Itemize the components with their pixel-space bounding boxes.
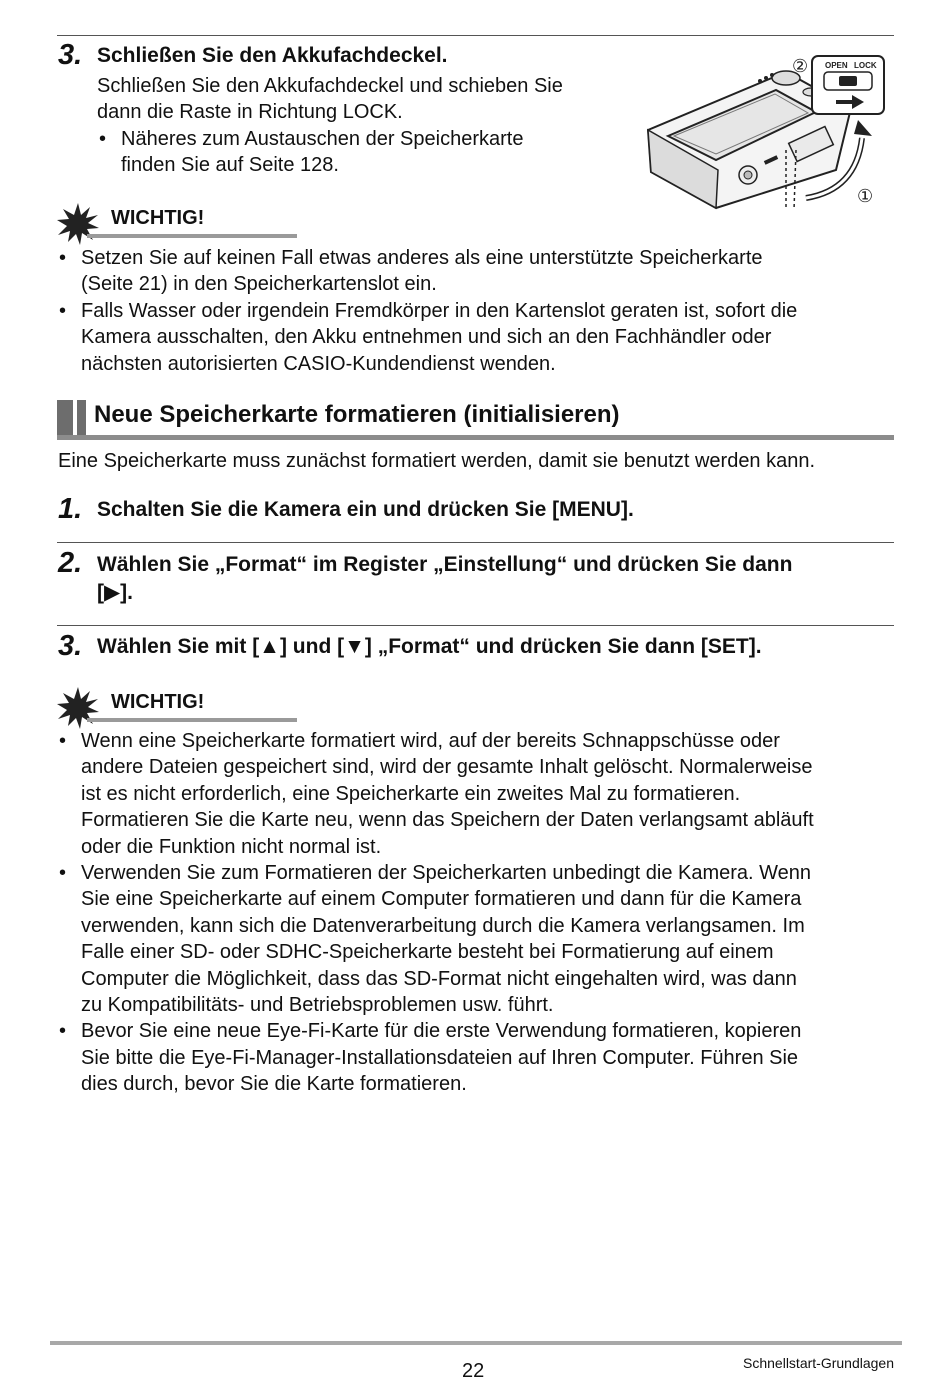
step-title [97,551,897,607]
step-title: Schließen Sie den Akkufachdeckel. [97,44,448,67]
important-notice-header [57,203,297,237]
list-item-line: finden Sie auf Seite 128. [121,154,339,177]
step-title [97,633,897,661]
callout-2: ② [792,56,809,77]
bullet-icon: • [59,862,67,885]
list-item-line: Sie eine Speicherkarte auf einem Computer formatieren und dann für die Kamera [81,888,802,911]
step-number: 2. [58,547,83,579]
step-bullet-list [99,126,619,179]
step-title [97,496,897,524]
heading-bar [77,400,86,436]
step-number: 3. [58,39,83,71]
switch-label-open: OPEN [825,61,848,70]
list-item-line: Formatieren Sie die Karte neu, wenn das Speichern der Daten verlangsamt abläuft [81,809,814,832]
list-item-line: Falle einer SD- oder SDHC-Speicherkarte besteht bei Formatierung auf einem [81,941,774,964]
list-item-line: Computer die Möglichkeit, dass das SD-Format nicht eingehalten wird, was dann [81,967,797,990]
step-title-line: Wählen Sie mit [▲] und [▼] „Format“ und drücken Sie dann [SET]. [97,635,762,658]
step-body-line: dann die Raste in Richtung LOCK. [97,101,403,124]
list-item-line: Bevor Sie eine neue Eye-Fi-Karte für die erste Verwendung formatieren, kopieren [81,1020,802,1043]
starburst-icon [57,687,99,729]
step-title-line: [▶]. [97,581,133,604]
list-item-line: ist es nicht erforderlich, eine Speicherkarte ein zweites Mal zu formatieren. [81,782,741,805]
important-list [59,245,899,377]
page-number: 22 [462,1360,485,1382]
section-title: Neue Speicherkarte formatieren (initialisieren) [94,401,620,428]
list-item [59,298,899,377]
list-item-line: Wenn eine Speicherkarte formatiert wird, auf der bereits Schnappschüsse oder [81,730,780,752]
callout-1: ① [857,186,874,207]
starburst-icon [57,203,99,245]
list-item-line: Sie bitte die Eye-Fi-Manager-Installationsdateien auf Ihren Computer. Führen Sie [81,1046,799,1069]
important-label: WICHTIG! [111,691,205,713]
step-body [97,73,627,126]
list-item-line: andere Dateien gespeichert sind, wird der gesamte Inhalt gelöscht. Normalerweise [81,756,813,779]
list-item-line: Falls Wasser oder irgendein Fremdkörper in den Kartenslot geraten ist, sofort die [81,299,798,322]
bullet-icon: • [59,730,67,752]
heading-rule [57,435,894,440]
bullet-icon: • [59,247,67,269]
list-item [59,728,909,860]
important-label: WICHTIG! [111,207,205,229]
list-item-line: zu Kompatibilitäts- und Betriebsproblemen usw. führt. [81,994,554,1017]
top-rule [57,35,894,36]
camera-battery-cover-illustration [636,50,886,215]
important-underline [87,718,297,722]
step-title-line: Schalten Sie die Kamera ein und drücken Sie [MENU]. [97,498,634,521]
step-number: 1. [58,493,83,525]
step-body-line: Schließen Sie den Akkufachdeckel und schieben Sie [97,75,563,97]
bullet-icon: • [99,128,107,150]
section-intro: Eine Speicherkarte muss zunächst formatiert werden, damit sie benutzt werden kann. [58,450,816,472]
list-item-line: nächsten autorisierten CASIO-Kundendienst wenden. [81,352,556,375]
list-item-line: Verwenden Sie zum Formatieren der Speicherkarten unbedingt die Kamera. Wenn [81,862,812,885]
important-underline [87,234,297,238]
step-title-line: Wählen Sie „Format“ im Register „Einstellung“ und drücken Sie dann [97,553,793,576]
important-list [59,728,909,1098]
list-item-line: Kamera ausschalten, den Akku entnehmen und sich an den Fachhändler oder [81,326,772,349]
step-divider [57,542,894,543]
list-item-line: dies durch, bevor Sie die Karte formatieren. [81,1073,467,1096]
list-item [59,860,909,1018]
list-item-line: Näheres zum Austauschen der Speicherkarte [121,128,524,150]
list-item-line: Setzen Sie auf keinen Fall etwas anderes als eine unterstützte Speicherkarte [81,247,763,269]
switch-label-lock: LOCK [854,61,877,70]
step-divider [57,625,894,626]
bullet-icon: • [59,299,67,322]
heading-bar [57,400,73,436]
bullet-icon: • [59,1020,67,1043]
list-item-line: (Seite 21) in den Speicherkartenslot ein. [81,273,437,296]
list-item [99,126,619,179]
list-item [59,1018,909,1097]
list-item-line: oder die Funktion nicht normal ist. [81,835,382,858]
footer-rule [50,1341,902,1345]
list-item-line: verwenden, kann sich die Datenverarbeitung durch die Kamera verlangsamen. Im [81,914,805,937]
step-number: 3. [58,630,83,662]
footer-section-name: Schnellstart-Grundlagen [743,1355,894,1371]
important-notice-header [57,687,297,721]
list-item [59,245,899,298]
section-heading [57,398,894,440]
